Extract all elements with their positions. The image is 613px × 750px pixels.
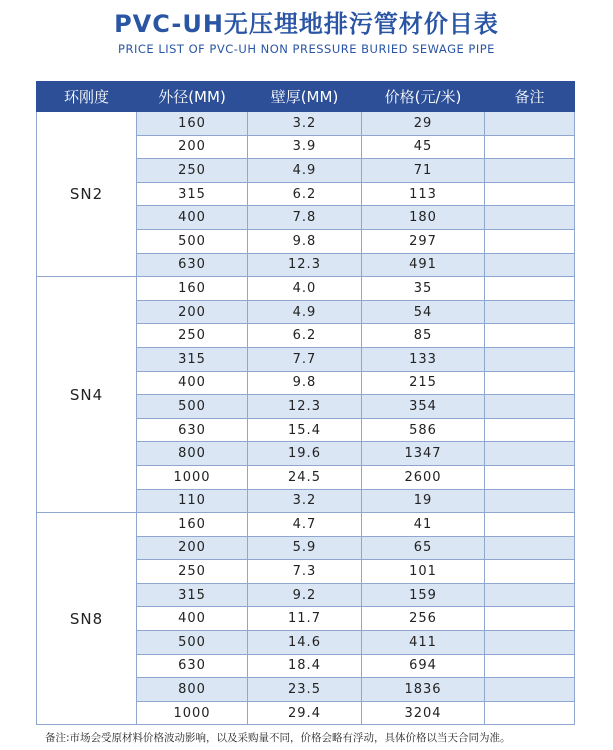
- table-body: [37, 112, 575, 725]
- remark-cell: [485, 701, 575, 725]
- remark-cell: [485, 465, 575, 489]
- remark-cell: [485, 513, 575, 537]
- price-cell: 256: [362, 607, 485, 631]
- remark-cell: [485, 607, 575, 631]
- price-cell: 35: [362, 277, 485, 301]
- thickness-cell: 9.8: [248, 371, 362, 395]
- thickness-cell: 14.6: [248, 631, 362, 655]
- thickness-cell: 7.3: [248, 560, 362, 584]
- diameter-cell: 500: [137, 631, 248, 655]
- price-cell: 113: [362, 182, 485, 206]
- price-cell: 29: [362, 112, 485, 136]
- remark-cell: [485, 206, 575, 230]
- price-cell: 491: [362, 253, 485, 277]
- thickness-cell: 7.7: [248, 347, 362, 371]
- price-cell: 354: [362, 395, 485, 419]
- diameter-cell: 315: [137, 347, 248, 371]
- diameter-cell: 250: [137, 560, 248, 584]
- price-cell: 694: [362, 654, 485, 678]
- thickness-cell: 9.8: [248, 229, 362, 253]
- remark-cell: [485, 442, 575, 466]
- thickness-cell: 19.6: [248, 442, 362, 466]
- diameter-cell: 500: [137, 395, 248, 419]
- diameter-cell: 630: [137, 418, 248, 442]
- price-cell: 180: [362, 206, 485, 230]
- price-cell: 159: [362, 583, 485, 607]
- thickness-cell: 24.5: [248, 465, 362, 489]
- remark-cell: [485, 654, 575, 678]
- remark-cell: [485, 277, 575, 301]
- header-thickness: 壁厚(MM): [248, 82, 362, 112]
- diameter-cell: 800: [137, 442, 248, 466]
- diameter-cell: 250: [137, 159, 248, 183]
- thickness-cell: 4.9: [248, 300, 362, 324]
- header-price: 价格(元/米): [362, 82, 485, 112]
- remark-cell: [485, 395, 575, 419]
- diameter-cell: 200: [137, 300, 248, 324]
- remark-cell: [485, 489, 575, 513]
- header-diameter: 外径(MM): [137, 82, 248, 112]
- remark-cell: [485, 418, 575, 442]
- thickness-cell: 4.0: [248, 277, 362, 301]
- diameter-cell: 630: [137, 253, 248, 277]
- diameter-cell: 400: [137, 607, 248, 631]
- diameter-cell: 250: [137, 324, 248, 348]
- thickness-cell: 9.2: [248, 583, 362, 607]
- remark-cell: [485, 253, 575, 277]
- page-title: PVC-UH无压埋地排污管材价目表: [114, 10, 499, 38]
- table-row: [37, 277, 575, 301]
- price-cell: 101: [362, 560, 485, 584]
- table-header-row: [37, 82, 575, 112]
- price-cell: 2600: [362, 465, 485, 489]
- price-cell: 41: [362, 513, 485, 537]
- price-cell: 215: [362, 371, 485, 395]
- thickness-cell: 5.9: [248, 536, 362, 560]
- header-remark: 备注: [485, 82, 575, 112]
- thickness-cell: 12.3: [248, 253, 362, 277]
- thickness-cell: 3.9: [248, 135, 362, 159]
- diameter-cell: 630: [137, 654, 248, 678]
- table-row: [37, 513, 575, 537]
- thickness-cell: 23.5: [248, 678, 362, 702]
- price-cell: 3204: [362, 701, 485, 725]
- thickness-cell: 4.7: [248, 513, 362, 537]
- diameter-cell: 315: [137, 583, 248, 607]
- remark-cell: [485, 583, 575, 607]
- price-cell: 71: [362, 159, 485, 183]
- diameter-cell: 1000: [137, 465, 248, 489]
- diameter-cell: 200: [137, 536, 248, 560]
- diameter-cell: 500: [137, 229, 248, 253]
- remark-cell: [485, 678, 575, 702]
- remark-cell: [485, 371, 575, 395]
- thickness-cell: 3.2: [248, 489, 362, 513]
- diameter-cell: 160: [137, 513, 248, 537]
- price-cell: 297: [362, 229, 485, 253]
- price-cell: 54: [362, 300, 485, 324]
- thickness-cell: 15.4: [248, 418, 362, 442]
- thickness-cell: 4.9: [248, 159, 362, 183]
- remark-cell: [485, 347, 575, 371]
- remark-cell: [485, 324, 575, 348]
- thickness-cell: 6.2: [248, 182, 362, 206]
- stiffness-cell: SN4: [37, 277, 137, 513]
- remark-cell: [485, 135, 575, 159]
- remark-cell: [485, 560, 575, 584]
- header-stiffness: 环刚度: [37, 82, 137, 112]
- footnote: 备注:市场会受原材料价格波动影响，以及采购量不同，价格会略有浮动，具体价格以当天合同为准。: [45, 732, 511, 744]
- price-cell: 133: [362, 347, 485, 371]
- diameter-cell: 160: [137, 277, 248, 301]
- diameter-cell: 110: [137, 489, 248, 513]
- diameter-cell: 1000: [137, 701, 248, 725]
- thickness-cell: 29.4: [248, 701, 362, 725]
- thickness-cell: 3.2: [248, 112, 362, 136]
- thickness-cell: 6.2: [248, 324, 362, 348]
- price-cell: 586: [362, 418, 485, 442]
- price-cell: 19: [362, 489, 485, 513]
- price-table: [36, 81, 575, 725]
- remark-cell: [485, 159, 575, 183]
- remark-cell: [485, 300, 575, 324]
- price-cell: 1347: [362, 442, 485, 466]
- price-cell: 411: [362, 631, 485, 655]
- remark-cell: [485, 112, 575, 136]
- price-cell: 85: [362, 324, 485, 348]
- page-subtitle: PRICE LIST OF PVC-UH NON PRESSURE BURIED SEWAGE PIPE: [118, 42, 495, 56]
- diameter-cell: 315: [137, 182, 248, 206]
- thickness-cell: 18.4: [248, 654, 362, 678]
- diameter-cell: 400: [137, 206, 248, 230]
- remark-cell: [485, 182, 575, 206]
- diameter-cell: 160: [137, 112, 248, 136]
- price-cell: 45: [362, 135, 485, 159]
- remark-cell: [485, 631, 575, 655]
- remark-cell: [485, 229, 575, 253]
- remark-cell: [485, 536, 575, 560]
- price-cell: 65: [362, 536, 485, 560]
- diameter-cell: 800: [137, 678, 248, 702]
- thickness-cell: 12.3: [248, 395, 362, 419]
- price-cell: 1836: [362, 678, 485, 702]
- diameter-cell: 400: [137, 371, 248, 395]
- stiffness-cell: SN2: [37, 112, 137, 277]
- diameter-cell: 200: [137, 135, 248, 159]
- thickness-cell: 7.8: [248, 206, 362, 230]
- table-row: [37, 112, 575, 136]
- thickness-cell: 11.7: [248, 607, 362, 631]
- stiffness-cell: SN8: [37, 513, 137, 725]
